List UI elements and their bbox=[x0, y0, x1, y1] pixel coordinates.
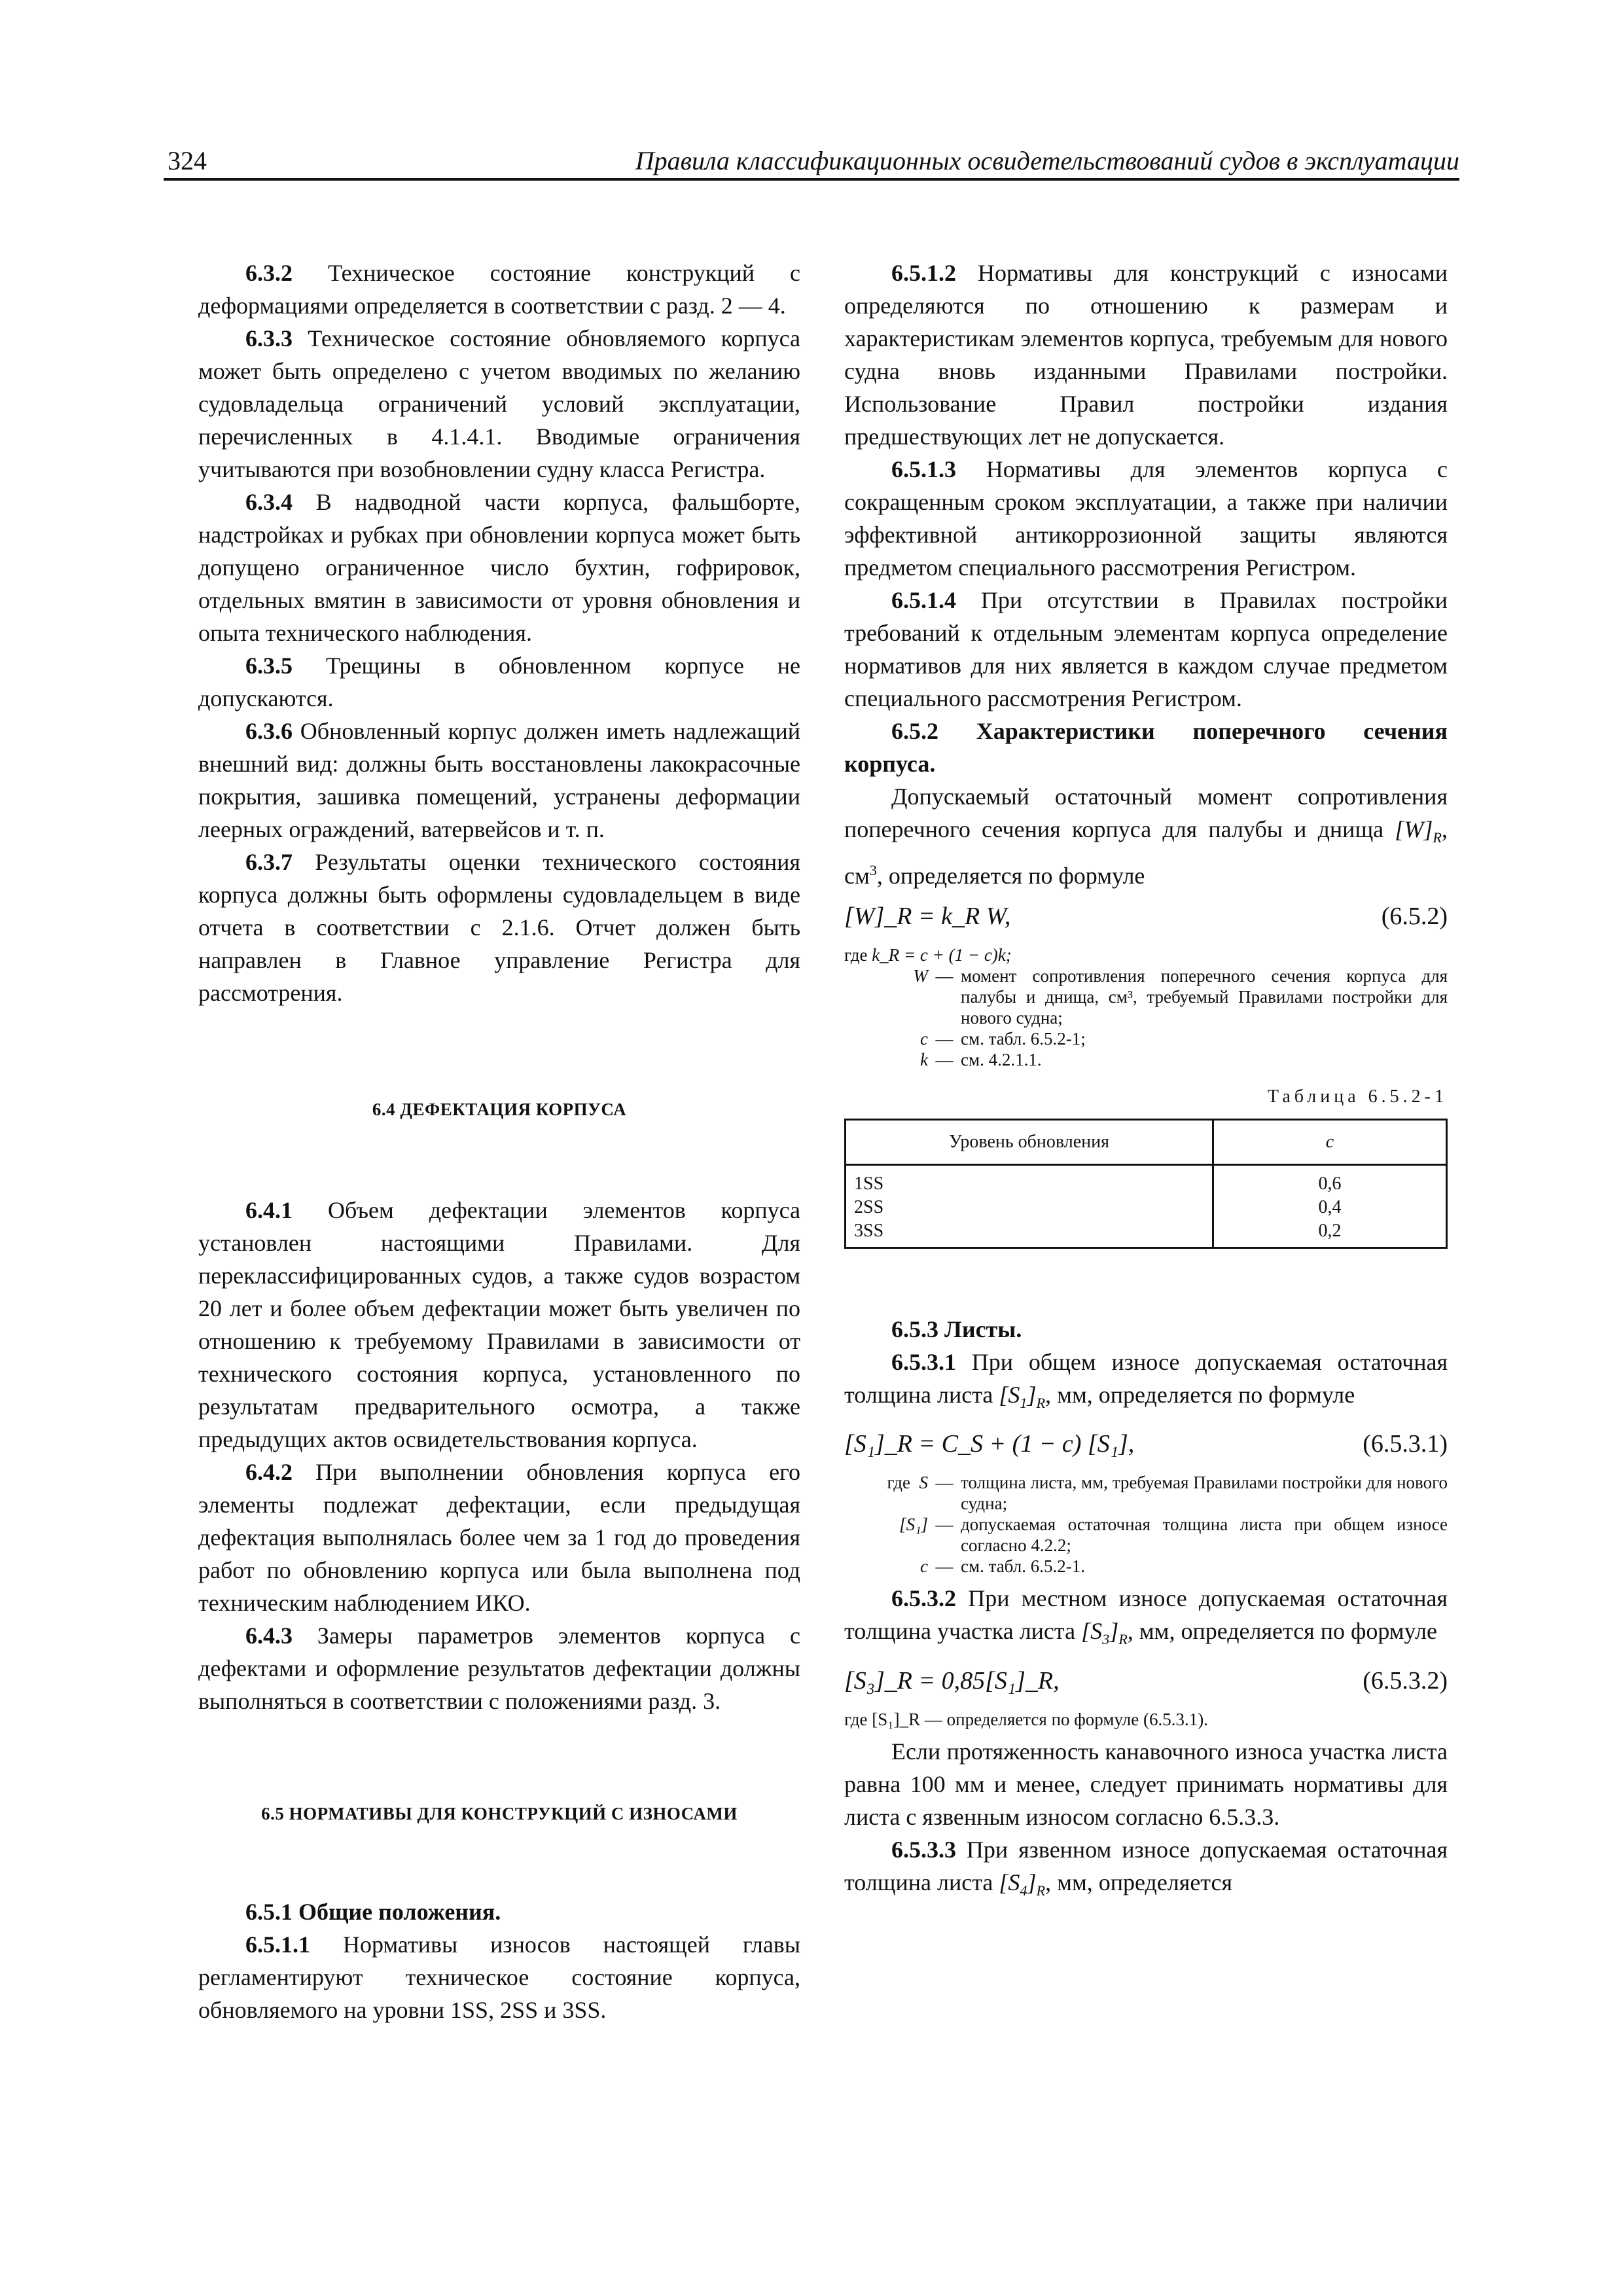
text-run: , мм, определяется по формуле bbox=[1045, 1382, 1355, 1408]
where-item bbox=[844, 1028, 1448, 1049]
symbol-subscript: R bbox=[1036, 1882, 1046, 1899]
clause-text: Нормативы для элементов корпуса с сокращенным сроком эксплуатации, а также при наличии эффективной антикоррозионной защиты являются предметом специального рассмотрения Регистром. bbox=[844, 456, 1448, 581]
left-column bbox=[198, 257, 800, 2026]
text-run: , см bbox=[844, 816, 1448, 889]
symbol-s1 bbox=[999, 1382, 1046, 1412]
clause-number: 6.5.3.1 bbox=[891, 1349, 956, 1376]
where-item bbox=[844, 1514, 1448, 1556]
page-number: 324 bbox=[168, 146, 207, 175]
symbol-s4 bbox=[999, 1869, 1046, 1899]
paragraph-6-3-5 bbox=[198, 649, 800, 715]
formula-6-5-3-1 bbox=[844, 1425, 1448, 1465]
where-description: момент сопротивления поперечного сечения корпуса для палубы и днища, см³, требуемый Правилами постройки для нового судна; bbox=[961, 966, 1448, 1028]
subsection-heading-6-5-1: 6.5.1 Общие положения. bbox=[245, 1899, 501, 1925]
clause-number: 6.4.3 bbox=[245, 1623, 293, 1649]
kr-definition: k_R = c + (1 − c)k; bbox=[872, 945, 1012, 965]
section-title-6-5: 6.5 НОРМАТИВЫ ДЛЯ КОНСТРУКЦИЙ С ИЗНОСАМИ bbox=[261, 1804, 738, 1823]
clause-number: 6.5.3.3 bbox=[891, 1836, 956, 1863]
formula-6-5-3-2 bbox=[844, 1662, 1448, 1702]
symbol-index: 1 bbox=[1020, 1395, 1027, 1412]
where-block-6-5-3-1 bbox=[844, 1472, 1448, 1577]
clause-number: 6.5.1.3 bbox=[891, 456, 956, 482]
clause-text: Техническое состояние обновляемого корпуса может быть определено с учетом вводимых по желанию судовладельца ограничений условий эксплуатации, перечисленных в 4.1.4.1. Вводимые ограничения учитываются при возобновлении судну класса Регистра. bbox=[198, 325, 800, 482]
table-header-row bbox=[846, 1120, 1447, 1165]
symbol-part: ] bbox=[1027, 1869, 1037, 1895]
where-description: см. табл. 6.5.2-1. bbox=[961, 1556, 1085, 1577]
symbol-index: 4 bbox=[1020, 1882, 1027, 1899]
paragraph-6-5-1-4 bbox=[844, 584, 1448, 715]
paragraph-6-3-3 bbox=[198, 322, 800, 486]
table-cell bbox=[1213, 1165, 1447, 1248]
running-title: Правила классификационных освидетельствований судов в эксплуатации bbox=[635, 146, 1459, 175]
clause-text: Замеры параметров элементов корпуса с дефектами и оформление результатов дефектации должны выполняться в соответствии с положениями разд. 3. bbox=[198, 1623, 800, 1714]
paragraph-6-5-2 bbox=[844, 780, 1448, 892]
clause-text: Техническое состояние конструкций с деформациями определяется в соответствии с разд. 2 — 4. bbox=[198, 260, 800, 319]
paragraph-6-5-1-3 bbox=[844, 453, 1448, 584]
dash: — bbox=[935, 1029, 954, 1049]
dash: — bbox=[935, 1050, 954, 1070]
paragraph-6-5-3-3 bbox=[844, 1833, 1448, 1907]
clause-number: 6.4.2 bbox=[245, 1459, 293, 1485]
text-run: При общем износе допускаемая остаточная толщина листа bbox=[844, 1349, 1448, 1408]
where-symbol: W bbox=[913, 966, 928, 986]
paragraph-6-5-1-2 bbox=[844, 257, 1448, 453]
text-run: , мм, определяется bbox=[1045, 1869, 1233, 1895]
value-1ss: 0,6 bbox=[1318, 1174, 1342, 1194]
clause-text: Нормативы износов настоящей главы регламентируют техническое состояние корпуса, обновляемого на уровни 1SS, 2SS и 3SS. bbox=[198, 1931, 800, 2023]
paragraph-6-5-3-1 bbox=[844, 1346, 1448, 1420]
clause-number: 6.3.4 bbox=[245, 489, 293, 515]
where-lead: где bbox=[844, 945, 872, 965]
clause-number: 6.5.1.2 bbox=[891, 260, 956, 286]
paragraph-6-5-1-1 bbox=[198, 1928, 800, 2026]
level-3ss: 3SS bbox=[854, 1221, 884, 1242]
clause-number: 6.3.6 bbox=[245, 718, 293, 744]
symbol-w: [W] bbox=[1395, 816, 1433, 842]
formula-expression: [S₁]_R = C_S + (1 − c) [S₁], bbox=[844, 1430, 1135, 1458]
subsection-heading-6-5-3: 6.5.3 Листы. bbox=[891, 1316, 1022, 1343]
clause-number: 6.4.1 bbox=[245, 1197, 293, 1223]
page-header bbox=[164, 145, 1459, 182]
dash: — bbox=[935, 1515, 954, 1535]
superscript: 3 bbox=[869, 862, 877, 879]
clause-text: В надводной части корпуса, фальшборте, надстройках и рубках при обновлении корпуса может быть допущено ограниченное число бухтин, гофрировок, отдельных вмятин в зависимости от уровня обновления и опыта технического наблюдения. bbox=[198, 489, 800, 646]
paragraph-6-4-1 bbox=[198, 1194, 800, 1456]
right-column bbox=[844, 257, 1448, 1907]
where-symbol: c bbox=[920, 1029, 928, 1049]
dash: — bbox=[935, 1473, 954, 1493]
where-first-line bbox=[844, 944, 1448, 965]
value-2ss: 0,4 bbox=[1318, 1197, 1342, 1218]
table-row bbox=[846, 1165, 1447, 1248]
formula-number: (6.5.3.1) bbox=[1363, 1430, 1448, 1458]
where-item bbox=[844, 1049, 1448, 1070]
clause-text: Результаты оценки технического состояния корпуса должны быть оформлены судовладельцем в виде отчета в соответствии с 2.1.6. Отчет должен быть направлен в Главное управление Регистра для рассмотрения. bbox=[198, 849, 800, 1006]
where-description: см. табл. 6.5.2-1; bbox=[961, 1029, 1086, 1049]
table-header-cell: Уровень обновления bbox=[846, 1120, 1213, 1165]
symbol-subscript: R bbox=[1433, 829, 1442, 846]
table-cell bbox=[846, 1165, 1213, 1248]
level-2ss: 2SS bbox=[854, 1197, 884, 1218]
symbol-s3 bbox=[1081, 1618, 1128, 1648]
formula-expression: [S₃]_R = 0,85[S₁]_R, bbox=[844, 1666, 1060, 1695]
where-item bbox=[844, 1472, 1448, 1514]
where-block-6-5-3-2: где [S₁]_R — определяется по формуле (6.5.3.1). bbox=[844, 1709, 1208, 1729]
where-symbol bbox=[844, 1472, 928, 1514]
paragraph-6-5-3-2 bbox=[844, 1582, 1448, 1656]
text-run: , определяется по формуле bbox=[876, 863, 1145, 889]
table-header-cell: c bbox=[1213, 1120, 1447, 1165]
paragraph-6-3-7 bbox=[198, 846, 800, 1009]
clause-number: 6.5.3.2 bbox=[891, 1585, 956, 1612]
where-description: допускаемая остаточная толщина листа при общем износе согласно 4.2.2; bbox=[961, 1515, 1448, 1556]
where-symbol: c bbox=[920, 1556, 928, 1577]
header-rule bbox=[164, 178, 1459, 181]
paragraph-6-4-3 bbox=[198, 1619, 800, 1717]
formula-expression: [W]_R = k_R W, bbox=[844, 903, 1011, 931]
symbol-subscript: R bbox=[1118, 1631, 1128, 1648]
text-run: При местном износе допускаемая остаточная толщина участка листа bbox=[844, 1585, 1448, 1645]
paragraph-6-3-6 bbox=[198, 715, 800, 846]
subsection-heading-6-5-2: 6.5.2 Характеристики поперечного сечения корпуса. bbox=[844, 718, 1448, 777]
where-item bbox=[844, 965, 1448, 1028]
symbol-subscript: R bbox=[1036, 1395, 1046, 1412]
where-description: толщина листа, мм, требуемая Правилами постройки для нового судна; bbox=[961, 1473, 1448, 1514]
clause-text: Обновленный корпус должен иметь надлежащий внешний вид: должны быть восстановлены лакокрасочные покрытия, зашивка помещений, устранены деформации леерных ограждений, ватервейсов и т. п. bbox=[198, 718, 800, 842]
paragraph-6-5-3-2-note: Если протяженность канавочного износа участка листа равна 100 мм и менее, следует принимать нормативы для листа с язвенным износом согласно 6.5.3.3. bbox=[844, 1738, 1448, 1830]
paragraph-6-3-4 bbox=[198, 486, 800, 649]
where-item bbox=[844, 1556, 1448, 1577]
paragraph-6-3-2 bbox=[198, 257, 800, 322]
where-description: см. 4.2.1.1. bbox=[961, 1050, 1042, 1070]
clause-number: 6.3.7 bbox=[245, 849, 293, 875]
section-title-6-4: 6.4 ДЕФЕКТАЦИЯ КОРПУСА bbox=[372, 1100, 627, 1119]
symbol-part: ] bbox=[1027, 1382, 1037, 1408]
where-symbol: k bbox=[920, 1050, 928, 1070]
formula-number: (6.5.3.2) bbox=[1363, 1666, 1448, 1695]
formula-6-5-2 bbox=[844, 897, 1448, 938]
text-run: При язвенном износе допускаемая остаточная толщина листа bbox=[844, 1836, 1448, 1895]
symbol-index: 3 bbox=[1102, 1631, 1110, 1648]
clause-text: При выполнении обновления корпуса его элементы подлежат дефектации, если предыдущая дефектация выполнялась более чем за 1 год до проведения работ по обновлению корпуса или была выполнена под техническим наблюдением ИКО. bbox=[198, 1459, 800, 1616]
where-block-6-5-2 bbox=[844, 944, 1448, 1070]
table-caption: Таблица 6.5.2-1 bbox=[1267, 1086, 1448, 1107]
symbol-part: ] bbox=[1109, 1618, 1119, 1645]
level-1ss: 1SS bbox=[854, 1174, 884, 1194]
dash: — bbox=[935, 1556, 954, 1577]
clause-number: 6.3.2 bbox=[245, 260, 293, 286]
symbol: S bbox=[919, 1473, 928, 1493]
value-3ss: 0,2 bbox=[1318, 1221, 1342, 1242]
paragraph-6-4-2 bbox=[198, 1456, 800, 1619]
text-run: , мм, определяется по формуле bbox=[1127, 1618, 1437, 1645]
clause-number: 6.3.5 bbox=[245, 653, 293, 679]
clause-text: Трещины в обновленном корпусе не допускаются. bbox=[198, 653, 800, 711]
symbol-part: [S bbox=[1081, 1618, 1103, 1645]
clause-number: 6.5.1.1 bbox=[245, 1931, 310, 1958]
table-6-5-2-1 bbox=[844, 1119, 1448, 1249]
where-lead: где bbox=[887, 1473, 910, 1493]
clause-text: При отсутствии в Правилах постройки требований к отдельным элементам корпуса определение нормативов для них является в каждом случае предметом специального рассмотрения Регистром. bbox=[844, 587, 1448, 711]
symbol-part: [S bbox=[999, 1869, 1020, 1895]
symbol-part: [S bbox=[999, 1382, 1020, 1408]
dash: — bbox=[935, 966, 954, 986]
formula-number: (6.5.2) bbox=[1381, 903, 1448, 931]
where-symbol: [S₁] bbox=[899, 1515, 928, 1535]
clause-number: 6.5.1.4 bbox=[891, 587, 956, 613]
clause-number: 6.3.3 bbox=[245, 325, 293, 351]
clause-text: Нормативы для конструкций с износами определяются по отношению к размерам и характеристикам элементов корпуса, требуемым для нового судна вновь изданными Правилами постройки. Использование Правил постройки издания предшествующих лет не допускается. bbox=[844, 260, 1448, 450]
text-run: Допускаемый остаточный момент сопротивления поперечного сечения корпуса для палубы и днища bbox=[844, 783, 1448, 842]
clause-text: Объем дефектации элементов корпуса установлен настоящими Правилами. Для переклассифицированных судов, а также судов возрастом 20 лет и более объем дефектации может быть увеличен по отношению к требуемому Правилами в зависимости от технического состояния корпуса, установленного по результатам предварительного осмотра, а также предыдущих актов освидетельствования корпуса. bbox=[198, 1197, 800, 1452]
